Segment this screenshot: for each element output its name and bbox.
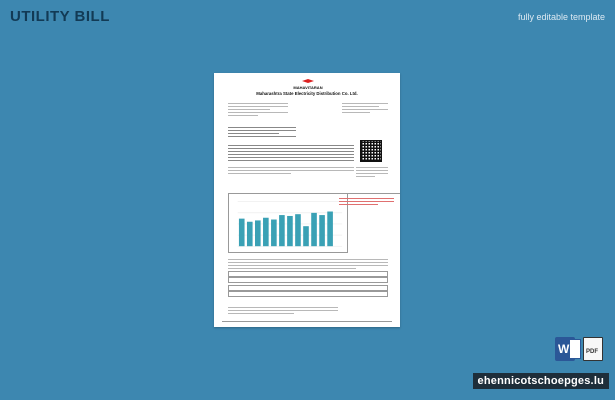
- bill-document-preview[interactable]: [214, 73, 400, 327]
- company-name: Maharashtra State Electricity Distribution Co. Ltd.: [256, 91, 358, 96]
- chart-bar-1: [239, 219, 245, 247]
- chart-bar-9: [303, 226, 309, 246]
- chart-bar-11: [319, 215, 325, 246]
- word-glyph: W: [558, 342, 570, 356]
- consumer-info-lines: [228, 125, 296, 139]
- brand-watermark: ehennicotschoepges.lu: [473, 373, 609, 389]
- logo-text: MAHAVITARAN: [293, 85, 323, 90]
- chart-note-lines: [339, 196, 394, 207]
- chart-bar-10: [311, 213, 317, 246]
- qr-code-icon: [360, 140, 382, 162]
- bill-header-lines: [228, 101, 288, 118]
- chart-bar-5: [271, 220, 277, 247]
- notice-lines: [228, 257, 388, 271]
- chart-bar-4: [263, 218, 269, 246]
- table-row: [228, 277, 388, 283]
- chart-bar-2: [247, 222, 253, 246]
- chart-bar-12: [327, 212, 333, 247]
- table-row: [228, 291, 388, 297]
- word-icon[interactable]: [555, 337, 575, 361]
- logo-icon: [288, 79, 328, 91]
- billing-detail-lines: [228, 143, 354, 163]
- terms-lines: [228, 305, 338, 316]
- format-icons: [555, 337, 603, 361]
- page-subtitle: fully editable template: [517, 12, 605, 22]
- chart-bar-7: [287, 216, 293, 246]
- qr-side-lines: [356, 165, 388, 179]
- bill-amount-lines: [342, 101, 388, 115]
- pdf-glyph: PDF: [586, 349, 598, 355]
- meter-reading-lines: [228, 165, 354, 176]
- chart-bar-6: [279, 215, 285, 246]
- consumption-chart: [228, 193, 348, 253]
- chart-bar-3: [255, 220, 261, 246]
- pdf-icon[interactable]: [583, 337, 603, 361]
- footer-divider: [222, 321, 392, 322]
- chart-bar-8: [295, 214, 301, 246]
- page-title: UTILITY BILL: [10, 8, 110, 25]
